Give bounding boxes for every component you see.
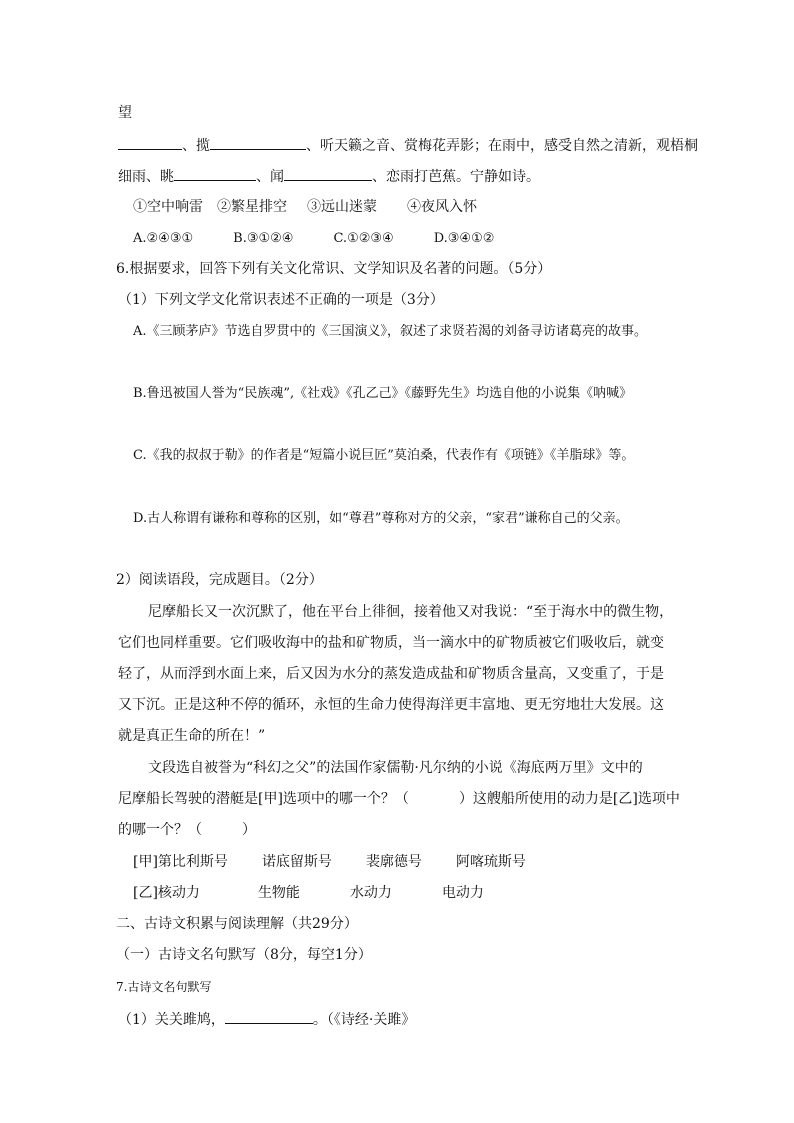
yi-option: 生物能 xyxy=(257,885,300,901)
yi-option: [乙]核动力 xyxy=(133,885,200,901)
q5-choice-c: C.①②③④ xyxy=(333,231,394,246)
answer-blank[interactable] xyxy=(174,166,256,181)
q5-line2-c: 、恋雨打芭蕉。宁静如诗。 xyxy=(372,169,540,185)
q6-title: 6.根据要求，回答下列有关文化常识、文学知识及名著的问题。（5分） xyxy=(116,261,552,277)
q5-item: ④夜风入怀 xyxy=(407,199,477,215)
jia-option: 裴廓德号 xyxy=(365,854,422,870)
passage-line: 又下沉。正是这种不停的循环，永恒的生命力使得海洋更丰富地、更无穷地壮大发展。这 xyxy=(118,697,664,713)
q5-choice-a: A.②④③① xyxy=(133,231,194,246)
passage-line: 它们也同样重要。它们吸收海中的盐和矿物质，当一滴水中的矿物质被它们吸收后，就变 xyxy=(118,635,664,651)
q7-title: 7.古诗文名句默写 xyxy=(116,980,212,994)
yi-option: 水动力 xyxy=(349,885,392,901)
q7-line1 xyxy=(118,1009,415,1030)
jia-option: 诺底留斯号 xyxy=(261,854,332,870)
answer-blank[interactable] xyxy=(210,135,306,150)
q6-sub1: （1）下列文学文化常识表述不正确的一项是（3分） xyxy=(118,292,444,308)
jia-option: [甲]第比利斯号 xyxy=(133,854,228,870)
question-text: ）这艘船所使用的动力是[乙]选项中 xyxy=(458,791,680,807)
answer-blank[interactable] xyxy=(118,135,182,150)
jia-options xyxy=(133,852,526,872)
q5-line2 xyxy=(118,166,540,187)
passage-line: 尼摩船长又一次沉默了，他在平台上徘徊，接着他又对我说：“至于海水中的微生物， xyxy=(148,604,674,620)
passage-line: 轻了，从而浮到水面上来，后又因为水分的蒸发造成盐和矿物质含量高，又变重了，于是 xyxy=(118,666,664,682)
section2-title: 二、古诗文积累与阅读理解（共29分） xyxy=(116,916,358,932)
question-line xyxy=(118,820,256,840)
q5-choice-b: B.③①②④ xyxy=(233,231,294,246)
q5-items xyxy=(133,197,477,217)
q5-line2-a: 细雨、眺 xyxy=(118,169,174,185)
q5-line1-a: 、揽 xyxy=(182,138,210,154)
q5-line1 xyxy=(118,135,698,156)
answer-blank[interactable] xyxy=(284,166,372,181)
answer-blank[interactable] xyxy=(225,1009,313,1024)
question-text: 的哪一个？（ xyxy=(118,822,202,838)
q5-choice-d: D.③④①② xyxy=(433,231,495,246)
top-char: 望 xyxy=(118,105,132,121)
question-line: 文段选自被誉为“科幻之父”的法国作家儒勒·凡尔纳的小说《海底两万里》文中的 xyxy=(148,760,643,776)
question-line xyxy=(118,789,680,809)
yi-option: 电动力 xyxy=(441,885,484,901)
q7-1-b: 。（《诗经·关雎》 xyxy=(312,1012,416,1028)
q7-1-a: （1）关关雎鸠， xyxy=(118,1012,225,1028)
question-text: ） xyxy=(242,822,256,838)
question-text: 尼摩船长驾驶的潜艇是[甲]选项中的哪一个？（ xyxy=(118,791,409,807)
q5-item: ②繁星排空 xyxy=(217,199,287,215)
q5-item: ①空中响雷 xyxy=(133,199,203,215)
q5-item: ③远山迷蒙 xyxy=(307,199,377,215)
q6-option-b: B.鲁迅被国人誉为“民族魂”,《社戏》《孔乙己》《藤野先生》均选自他的小说集《呐喊》 xyxy=(133,386,633,401)
jia-option: 阿喀琉斯号 xyxy=(455,854,526,870)
yi-options xyxy=(133,883,484,903)
section2-part1: （一）古诗文名句默写（8分，每空1分） xyxy=(116,947,372,963)
passage-line: 就是真正生命的所在！” xyxy=(118,728,266,744)
q6-option-c: C.《我的叔叔于勒》的作者是“短篇小说巨匠”莫泊桑，代表作有《项链》《羊脂球》等。 xyxy=(133,448,635,463)
q6-option-a: A.《三顾茅庐》节选自罗贯中的《三国演义》，叙述了求贤若渴的刘备寻访诸葛亮的故事。 xyxy=(133,324,648,339)
q5-line1-b: 、听天籁之音、赏梅花弄影；在雨中，感受自然之清新，观梧桐 xyxy=(306,138,698,154)
q5-line2-b: 、闻 xyxy=(256,169,284,185)
q6-sub2: 2）阅读语段，完成题目。（2分） xyxy=(116,572,323,588)
q6-option-d: D.古人称谓有谦称和尊称的区别，如“尊君”尊称对方的父亲，“家君”谦称自己的父亲。 xyxy=(133,511,629,526)
q5-choices xyxy=(133,229,494,249)
